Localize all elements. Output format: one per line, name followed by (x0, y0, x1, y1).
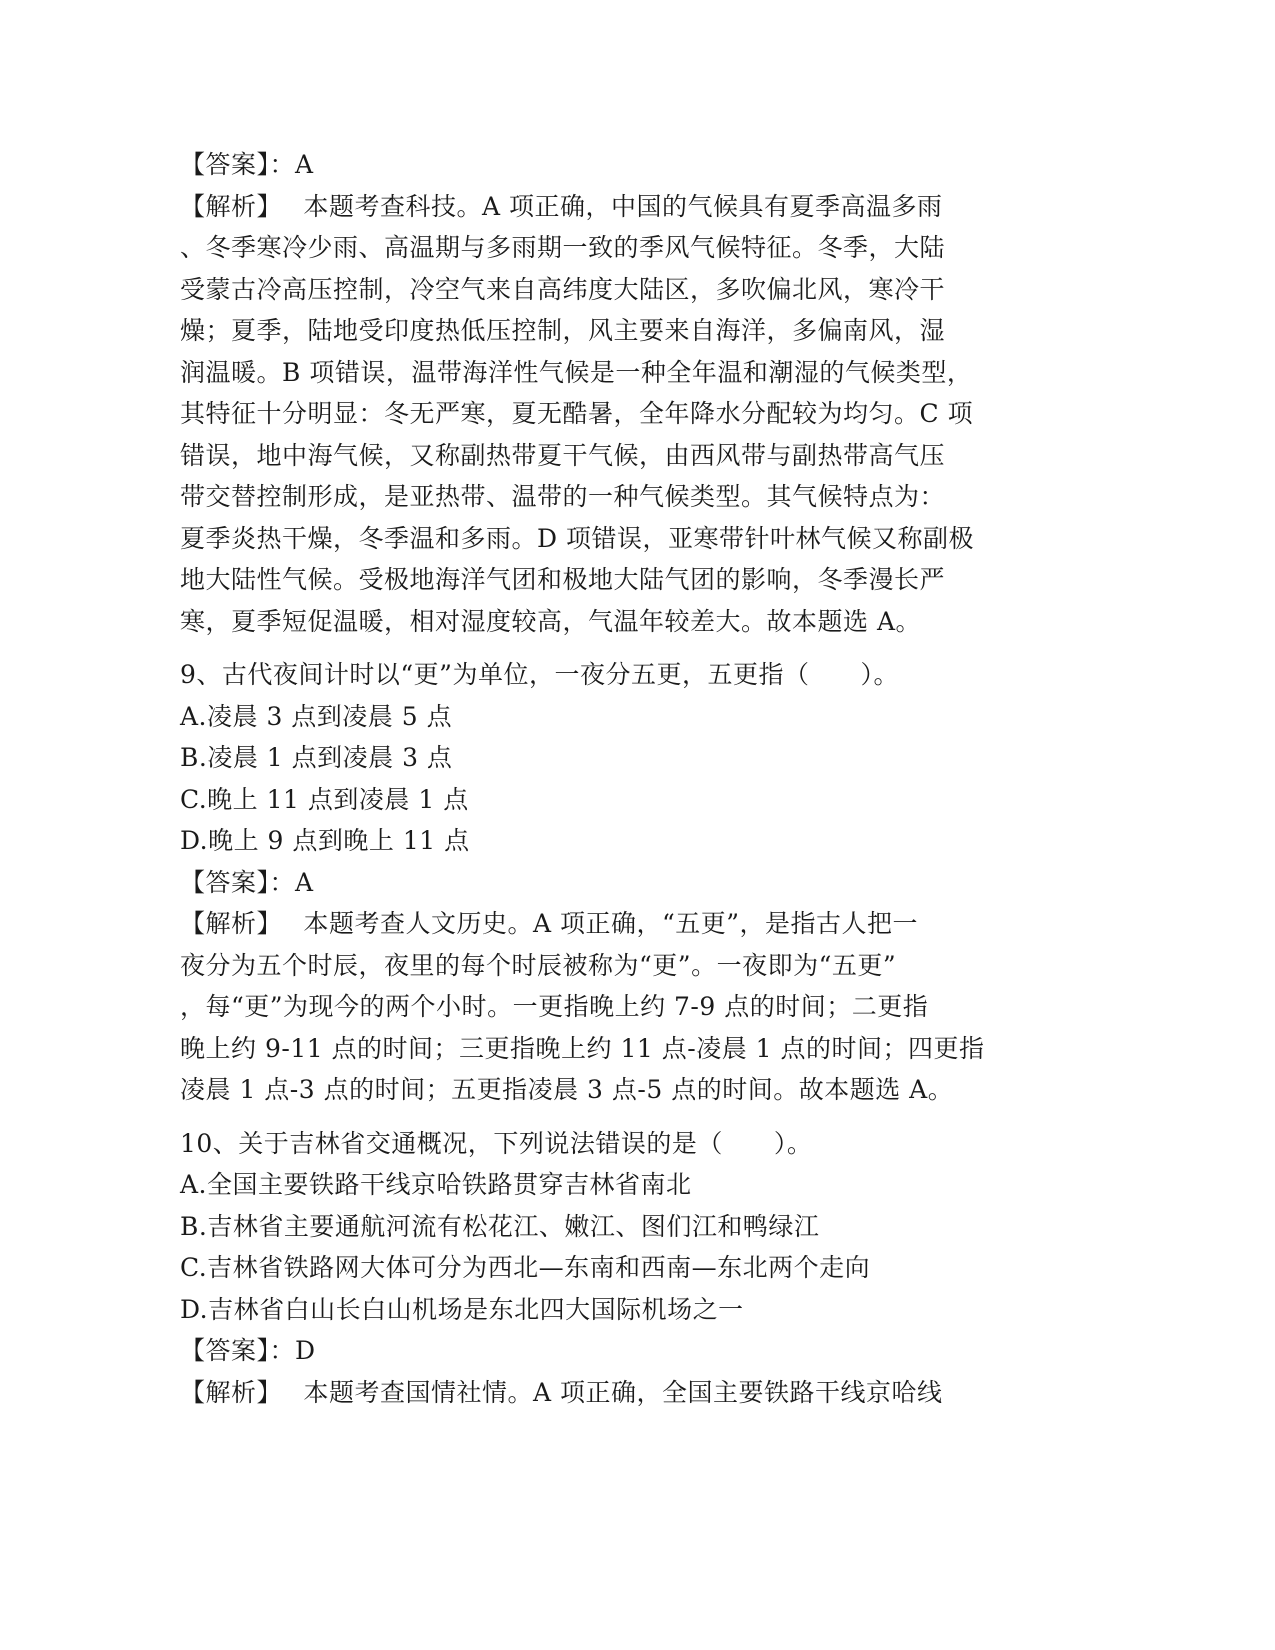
explanation-line: 寒，夏季短促温暖，相对湿度较高，气温年较差大。故本题选 A。 (180, 606, 922, 636)
explanation-line: 带交替控制形成，是亚热带、温带的一种气候类型。其气候特点为： (180, 482, 946, 511)
option-c: C.吉林省铁路网大体可分为西北—东南和西南—东北两个走向 (180, 1253, 871, 1282)
explanation-line: 、冬季寒冷少雨、高温期与多雨期一致的季风气候特征。冬季，大陆 (180, 233, 946, 262)
explanation-line: 【解析】 本题考查科技。A 项正确，中国的气候具有夏季高温多雨 (180, 191, 943, 221)
explanation-line: 错误，地中海气候，又称副热带夏干气候，由西风带与副热带高气压 (180, 440, 946, 470)
explanation-line: 晚上约 9-11 点的时间；三更指晚上约 11 点-凌晨 1 点的时间；四更指 (180, 1033, 985, 1063)
question-stem: 10、关于吉林省交通概况，下列说法错误的是（ ）。 (180, 1128, 813, 1158)
option-a: A.凌晨 3 点到凌晨 5 点 (180, 701, 453, 731)
explanation-line: 地大陆性气候。受极地海洋气团和极地大陆气团的影响，冬季漫长严 (180, 565, 946, 594)
answer-line: 【答案】：A (180, 867, 314, 897)
option-b: B.吉林省主要通航河流有松花江、嫩江、图们江和鸭绿江 (180, 1211, 820, 1241)
option-b: B.凌晨 1 点到凌晨 3 点 (180, 743, 453, 772)
question-block-9 (180, 654, 1080, 1111)
explanation-line: 【解析】 本题考查人文历史。A 项正确，“五更”，是指古人把一 (180, 909, 919, 938)
option-a: A.全国主要铁路干线京哈铁路贯穿吉林省南北 (180, 1170, 692, 1199)
explanation-line: 润温暖。B 项错误，温带海洋性气候是一种全年温和潮湿的气候类型， (180, 357, 973, 387)
explanation-line: ，每“更”为现今的两个小时。一更指晚上约 7-9 点的时间；二更指 (180, 992, 929, 1021)
explanation-line: 其特征十分明显：冬无严寒，夏无酷暑，全年降水分配较为均匀。C 项 (180, 399, 974, 428)
explanation-line: 凌晨 1 点-3 点的时间；五更指凌晨 3 点-5 点的时间。故本题选 A。 (180, 1075, 954, 1104)
answer-line: 【答案】：D (180, 1336, 316, 1365)
option-d: D.吉林省白山长白山机场是东北四大国际机场之一 (180, 1294, 744, 1324)
document-page (180, 144, 1080, 1413)
answer-explanation-block (180, 144, 1080, 642)
explanation-line: 受蒙古冷高压控制，冷空气来自高纬度大陆区，多吹偏北风，寒冷干 (180, 274, 946, 304)
explanation-line: 夏季炎热干燥，冬季温和多雨。D 项错误，亚寒带针叶林气候又称副极 (180, 523, 974, 553)
spacer (180, 642, 1080, 654)
explanation-line: 燥；夏季，陆地受印度热低压控制，风主要来自海洋，多偏南风，湿 (180, 316, 946, 345)
explanation-line: 【解析】 本题考查国情社情。A 项正确，全国主要铁路干线京哈线 (180, 1377, 943, 1407)
spacer (180, 1111, 1080, 1123)
answer-line: 【答案】：A (180, 150, 314, 179)
option-d: D.晚上 9 点到晚上 11 点 (180, 826, 470, 855)
option-c: C.晚上 11 点到凌晨 1 点 (180, 784, 469, 814)
question-block-10 (180, 1123, 1080, 1414)
question-stem: 9、古代夜间计时以“更”为单位，一夜分五更，五更指（ ）。 (180, 660, 899, 689)
explanation-line: 夜分为五个时辰，夜里的每个时辰被称为“更”。一夜即为“五更” (180, 950, 897, 980)
